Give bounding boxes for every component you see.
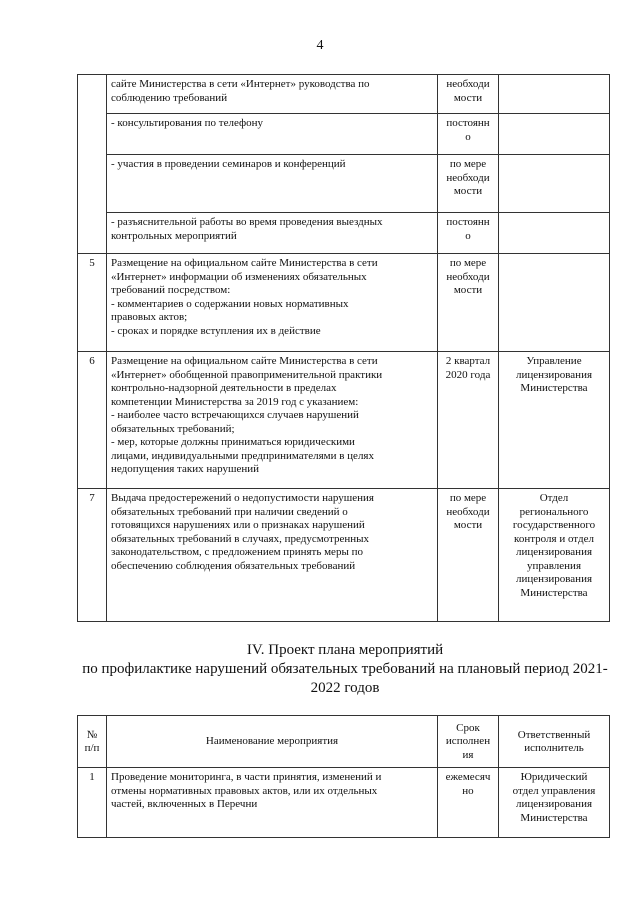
header-term: Срок исполнен ия xyxy=(438,716,499,768)
row-number xyxy=(78,75,107,254)
measure-term: постоянн о xyxy=(438,114,499,155)
header-number: № п/п xyxy=(78,716,107,768)
measure-responsible: Юридический отдел управления лицензирования Министерства xyxy=(499,768,610,838)
measure-text: Размещение на официальном сайте Министерства в сети «Интернет» обобщенной правоприменительной практики контрольно-надзорной деятельности в пределах компетенции Министерства за 2019 год с указанием: - наиболее часто встречающихся случаев нарушений обязательных требований; - мер, которые должны приниматься юридическими лицами, индивидуальными предпринимателями в целях недопущения таких нарушений xyxy=(107,352,438,489)
section-title-line: по профилактике нарушений обязательных требований на плановый период 2021- xyxy=(82,661,608,677)
row-number: 5 xyxy=(78,254,107,352)
header-name: Наименование мероприятия xyxy=(107,716,438,768)
row-number: 6 xyxy=(78,352,107,489)
measure-text: Проведение мониторинга, в части принятия, изменений и отмены нормативных правовых актов, или их отдельных частей, включенных в Перечни xyxy=(107,768,438,838)
measures-table-2021-2022 xyxy=(77,715,610,838)
measures-table-2020 xyxy=(77,74,610,622)
measure-term: постоянн о xyxy=(438,213,499,254)
measure-term: необходи мости xyxy=(438,75,499,114)
header-responsible: Ответственный исполнитель xyxy=(499,716,610,768)
measure-responsible: Управление лицензирования Министерства xyxy=(499,352,610,489)
table-row xyxy=(78,75,610,114)
table-row xyxy=(78,213,610,254)
measure-responsible xyxy=(499,155,610,213)
measure-responsible: Отдел регионального государственного контроля и отдел лицензирования управления лицензирования Министерства xyxy=(499,489,610,622)
measure-term: 2 квартал 2020 года xyxy=(438,352,499,489)
measure-term: по мере необходи мости xyxy=(438,489,499,622)
table-row xyxy=(78,254,610,352)
measure-responsible xyxy=(499,213,610,254)
section-title-line: 2022 годов xyxy=(310,680,380,696)
measure-text: сайте Министерства в сети «Интернет» руководства по соблюдению требований xyxy=(107,75,438,114)
row-number: 1 xyxy=(78,768,107,838)
measure-term: по мере необходи мости xyxy=(438,254,499,352)
table-row xyxy=(78,114,610,155)
measure-responsible xyxy=(499,114,610,155)
section-title xyxy=(70,641,620,698)
page-number: 4 xyxy=(316,38,324,53)
measure-text: - консультирования по телефону xyxy=(107,114,438,155)
measure-term: по мере необходи мости xyxy=(438,155,499,213)
measure-responsible xyxy=(499,75,610,114)
table-row xyxy=(78,489,610,622)
measure-text: - участия в проведении семинаров и конференций xyxy=(107,155,438,213)
table-row xyxy=(78,352,610,489)
row-number: 7 xyxy=(78,489,107,622)
measure-text: Выдача предостережений о недопустимости нарушения обязательных требований при наличии сведений о готовящихся нарушениях или о признаках нарушений обязательных требований в случаях, предусмотренных законодательством, с предложением принять меры по обеспечению соблюдения обязательных требований xyxy=(107,489,438,622)
section-title-line: IV. Проект плана мероприятий xyxy=(246,642,444,658)
measure-text: Размещение на официальном сайте Министерства в сети «Интернет» информации об изменениях обязательных требований посредством: - комментариев о содержании новых нормативных правовых актов; - сроках и порядке вступления их в действие xyxy=(107,254,438,352)
table-row xyxy=(78,155,610,213)
measure-responsible xyxy=(499,254,610,352)
measure-term: ежемесяч но xyxy=(438,768,499,838)
measure-text: - разъяснительной работы во время проведения выездных контрольных мероприятий xyxy=(107,213,438,254)
table-row xyxy=(78,768,610,838)
table-header-row xyxy=(78,716,610,768)
